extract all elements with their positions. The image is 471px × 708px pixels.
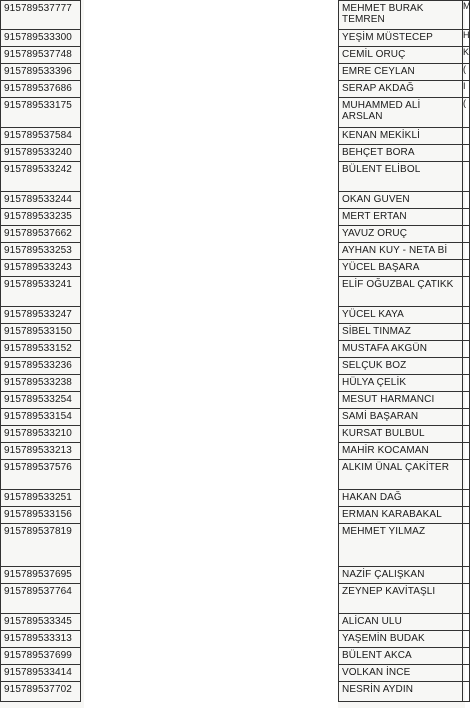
table-row (339, 277, 470, 307)
id-cell: 915789537699 (1, 648, 81, 665)
name-cell: BÜLENT AKCA (339, 648, 463, 665)
table-row (339, 64, 470, 81)
name-cell: SAMİ BAŞARAN (339, 409, 463, 426)
table-row (1, 507, 81, 524)
truncated-cell (463, 307, 470, 324)
table-row (1, 162, 81, 192)
name-cell: MUHAMMED ALİ ARSLAN (339, 98, 463, 128)
table-row (1, 682, 81, 702)
truncated-cell: I (463, 81, 470, 98)
truncated-cell (463, 209, 470, 226)
truncated-cell (463, 260, 470, 277)
id-cell: 915789533254 (1, 392, 81, 409)
truncated-cell (463, 648, 470, 665)
table-row (1, 665, 81, 682)
table-row (1, 98, 81, 128)
table-row (1, 260, 81, 277)
name-cell: YEŞİM MÜSTECEP (339, 30, 463, 47)
id-cell: 915789533238 (1, 375, 81, 392)
table-row (1, 1, 81, 30)
table-row (339, 226, 470, 243)
table-row (1, 277, 81, 307)
id-cell: 915789533210 (1, 426, 81, 443)
truncated-cell (463, 584, 470, 614)
id-cell: 915789537584 (1, 128, 81, 145)
name-cell: OKAN GUVEN (339, 192, 463, 209)
truncated-cell (463, 192, 470, 209)
id-cell: 915789533154 (1, 409, 81, 426)
table-row (339, 324, 470, 341)
table-row (339, 243, 470, 260)
truncated-cell (463, 426, 470, 443)
name-cell: HAKAN DAĞ (339, 490, 463, 507)
table-row (1, 567, 81, 584)
id-cell: 915789533414 (1, 665, 81, 682)
truncated-cell (463, 460, 470, 490)
table-row (339, 409, 470, 426)
name-cell: NAZİF ÇALIŞKAN (339, 567, 463, 584)
truncated-cell: H (463, 30, 470, 47)
table-row (1, 226, 81, 243)
left-page-fragment (0, 0, 84, 708)
id-cell: 915789533241 (1, 277, 81, 307)
id-cell: 915789537686 (1, 81, 81, 98)
table-row (339, 341, 470, 358)
table-row (1, 128, 81, 145)
table-row (1, 243, 81, 260)
table-row (1, 375, 81, 392)
table-row (1, 426, 81, 443)
truncated-cell (463, 567, 470, 584)
table-row (339, 426, 470, 443)
name-cell: KENAN MEKİKLİ (339, 128, 463, 145)
truncated-cell (463, 614, 470, 631)
id-cell: 915789533175 (1, 98, 81, 128)
table-row (1, 631, 81, 648)
table-row (339, 392, 470, 409)
name-cell: YÜCEL BAŞARA (339, 260, 463, 277)
table-row (339, 584, 470, 614)
table-row (339, 162, 470, 192)
table-row (339, 1, 470, 30)
table-row (339, 665, 470, 682)
id-cell: 915789533244 (1, 192, 81, 209)
id-cell: 915789533236 (1, 358, 81, 375)
table-row (339, 358, 470, 375)
table-row (1, 307, 81, 324)
table-row (339, 631, 470, 648)
table-row (1, 614, 81, 631)
id-cell: 915789537702 (1, 682, 81, 702)
name-cell: AYHAN KUY - NETA Bİ (339, 243, 463, 260)
truncated-cell: ( (463, 98, 470, 128)
truncated-cell (463, 145, 470, 162)
truncated-cell (463, 128, 470, 145)
name-cell: MEHMET BURAK TEMREN (339, 1, 463, 30)
table-row (339, 507, 470, 524)
truncated-cell (463, 665, 470, 682)
table-row (1, 64, 81, 81)
table-row (339, 524, 470, 567)
id-cell: 915789533253 (1, 243, 81, 260)
table-row (1, 409, 81, 426)
id-cell: 915789537662 (1, 226, 81, 243)
id-cell: 915789533345 (1, 614, 81, 631)
id-cell: 915789537748 (1, 47, 81, 64)
table-row (339, 209, 470, 226)
truncated-cell (463, 524, 470, 567)
id-cell: 915789533396 (1, 64, 81, 81)
truncated-cell (463, 507, 470, 524)
name-cell: ELİF OĞUZBAL ÇATIKK (339, 277, 463, 307)
table-row (1, 460, 81, 490)
name-cell: ZEYNEP KAVİTAŞLI (339, 584, 463, 614)
truncated-cell: K (463, 47, 470, 64)
truncated-cell (463, 324, 470, 341)
id-cell: 915789533242 (1, 162, 81, 192)
name-cell: ALİCAN ULU (339, 614, 463, 631)
table-row (339, 81, 470, 98)
id-cell: 915789537777 (1, 1, 81, 30)
name-cell: EMRE CEYLAN (339, 64, 463, 81)
name-cell: NESRİN AYDIN (339, 682, 463, 702)
name-cell: ERMAN KARABAKAL (339, 507, 463, 524)
id-cell: 915789533213 (1, 443, 81, 460)
id-cell: 915789537695 (1, 567, 81, 584)
truncated-cell: ( (463, 64, 470, 81)
table-row (339, 648, 470, 665)
truncated-cell (463, 375, 470, 392)
table-row (339, 443, 470, 460)
table-row (1, 490, 81, 507)
name-cell: CEMİL ORUÇ (339, 47, 463, 64)
table-row (339, 145, 470, 162)
id-cell: 915789533300 (1, 30, 81, 47)
right-page-fragment (338, 0, 471, 708)
id-cell: 915789533156 (1, 507, 81, 524)
id-cell: 915789533247 (1, 307, 81, 324)
name-cell: HÜLYA ÇELİK (339, 375, 463, 392)
name-cell: MUSTAFA AKGÜN (339, 341, 463, 358)
table-row (1, 81, 81, 98)
truncated-cell: M (463, 1, 470, 30)
table-row (1, 524, 81, 567)
table-row (339, 30, 470, 47)
name-cell: BEHÇET BORA (339, 145, 463, 162)
id-cell: 915789533150 (1, 324, 81, 341)
table-row (1, 192, 81, 209)
id-cell: 915789533243 (1, 260, 81, 277)
truncated-cell (463, 226, 470, 243)
name-cell: SİBEL TINMAZ (339, 324, 463, 341)
table-row (1, 648, 81, 665)
id-cell: 915789533251 (1, 490, 81, 507)
id-cell: 915789537576 (1, 460, 81, 490)
truncated-cell (463, 490, 470, 507)
table-row (339, 260, 470, 277)
table-row (1, 443, 81, 460)
name-cell: MERT ERTAN (339, 209, 463, 226)
truncated-cell (463, 243, 470, 260)
table-row (1, 324, 81, 341)
truncated-cell (463, 631, 470, 648)
table-row (1, 145, 81, 162)
name-cell: SELÇUK BOZ (339, 358, 463, 375)
name-cell: MESUT HARMANCI (339, 392, 463, 409)
id-cell: 915789537764 (1, 584, 81, 614)
name-cell: BÜLENT ELİBOL (339, 162, 463, 192)
table-row (1, 30, 81, 47)
name-cell: VOLKAN İNCE (339, 665, 463, 682)
truncated-cell (463, 358, 470, 375)
table-row (339, 614, 470, 631)
table-row (339, 192, 470, 209)
truncated-cell (463, 392, 470, 409)
id-cell: 915789533152 (1, 341, 81, 358)
name-cell: YÜCEL KAYA (339, 307, 463, 324)
table-row (1, 341, 81, 358)
table-row (1, 47, 81, 64)
table-row (339, 98, 470, 128)
name-cell: MEHMET YILMAZ (339, 524, 463, 567)
truncated-cell (463, 162, 470, 192)
table-row (339, 567, 470, 584)
table-row (339, 490, 470, 507)
table-row (339, 128, 470, 145)
name-cell: MAHİR KOCAMAN (339, 443, 463, 460)
truncated-cell (463, 341, 470, 358)
truncated-cell (463, 682, 470, 702)
id-cell: 915789533240 (1, 145, 81, 162)
name-cell: ALKIM ÜNAL ÇAKİTER (339, 460, 463, 490)
table-row (1, 584, 81, 614)
table-row (339, 682, 470, 702)
name-cell: KURSAT BULBUL (339, 426, 463, 443)
name-cell: YAVUZ ORUÇ (339, 226, 463, 243)
id-cell: 915789533313 (1, 631, 81, 648)
table-row (1, 392, 81, 409)
name-table (338, 0, 470, 702)
truncated-cell (463, 277, 470, 307)
table-row (1, 358, 81, 375)
table-row (339, 375, 470, 392)
name-cell: YAŞEMİN BUDAK (339, 631, 463, 648)
truncated-cell (463, 409, 470, 426)
truncated-cell (463, 443, 470, 460)
table-row (339, 47, 470, 64)
table-row (339, 460, 470, 490)
id-number-table (0, 0, 81, 702)
id-cell: 915789537819 (1, 524, 81, 567)
table-row (339, 307, 470, 324)
name-cell: SERAP AKDAĞ (339, 81, 463, 98)
id-cell: 915789533235 (1, 209, 81, 226)
table-row (1, 209, 81, 226)
